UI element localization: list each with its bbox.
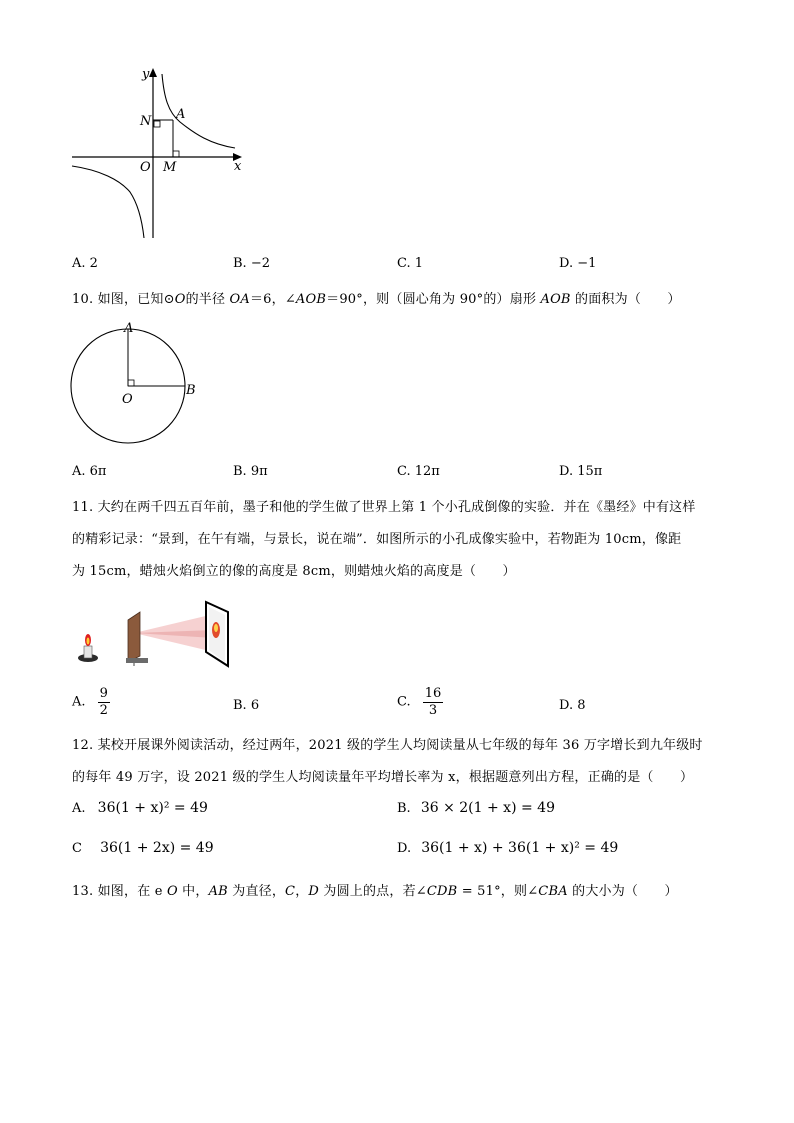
q12-stem-line2: 的每年 49 万字，设 2021 级的学生人均阅读量年平均增长率为 x，根据题意列出方程，正确的是（ ） [72, 770, 694, 785]
y-axis-label: y [142, 67, 150, 82]
hyperbola-graph [60, 62, 250, 242]
circle-sector-figure [62, 318, 212, 450]
q9-option-a[interactable]: A. 2 [72, 256, 98, 271]
q9-option-c[interactable]: C. 1 [397, 256, 424, 271]
q12-option-c[interactable]: C 36(1 + 2x) = 49 [72, 840, 214, 856]
x-axis-label: x [234, 159, 242, 174]
point-b-label: B [186, 383, 196, 398]
q12-option-b[interactable]: B. 36 × 2(1 + x) = 49 [397, 800, 555, 816]
q11-option-a[interactable]: A. $\frac{9}{2}$ [72, 686, 108, 718]
q12-option-a[interactable]: A. 36(1 + x)² = 49 [72, 800, 208, 816]
point-a-label: A [176, 107, 186, 122]
q11-stem-line2: 的精彩记录：“景到，在午有端，与景长，说在端”．如图所示的小孔成像实验中，若物距为 10cm，像距 [72, 532, 682, 547]
q11-option-c[interactable]: C. $\frac{16}{3}$ [397, 686, 442, 718]
q12-stem-line1: 12. 某校开展课外阅读活动，经过两年，2021 级的学生人均阅读量从七年级的每年 36 万字增长到九年级时 [72, 738, 703, 753]
point-a-label: A [124, 321, 134, 336]
origin-label: O [140, 160, 151, 175]
q9-option-d[interactable]: D. −1 [559, 256, 597, 271]
q10-option-a[interactable]: A. 6π [72, 464, 107, 479]
point-m-label: M [163, 160, 177, 175]
center-o-label: O [122, 392, 133, 407]
q10-option-c[interactable]: C. 12π [397, 464, 440, 479]
point-n-label: N [140, 114, 152, 129]
pinhole-experiment-figure [74, 600, 234, 668]
q11-option-b[interactable]: B. 6 [233, 698, 260, 713]
q9-option-b[interactable]: B. −2 [233, 256, 270, 271]
q13-stem: 13. 如图，在 e O 中，AB 为直径，C，D 为圆上的点，若∠CDB = 51°，则∠CBA 的大小为（ ） [72, 884, 678, 899]
q10-option-d[interactable]: D. 15π [559, 464, 603, 479]
q12-option-d[interactable]: D. 36(1 + x) + 36(1 + x)² = 49 [397, 840, 619, 856]
q10-option-b[interactable]: B. 9π [233, 464, 268, 479]
q10-stem: 10. 如图，已知⊙O的半径 OA＝6，∠AOB＝90°，则（圆心角为 90°的）扇形 AOB 的面积为（ ） [72, 292, 681, 307]
q11-stem-line1: 11. 大约在两千四五百年前，墨子和他的学生做了世界上第 1 个小孔成倒像的实验．并在《墨经》中有这样 [72, 500, 696, 515]
q11-stem-line3: 为 15cm，蜡烛火焰倒立的像的高度是 8cm，则蜡烛火焰的高度是（ ） [72, 564, 516, 579]
q11-option-d[interactable]: D. 8 [559, 698, 586, 713]
